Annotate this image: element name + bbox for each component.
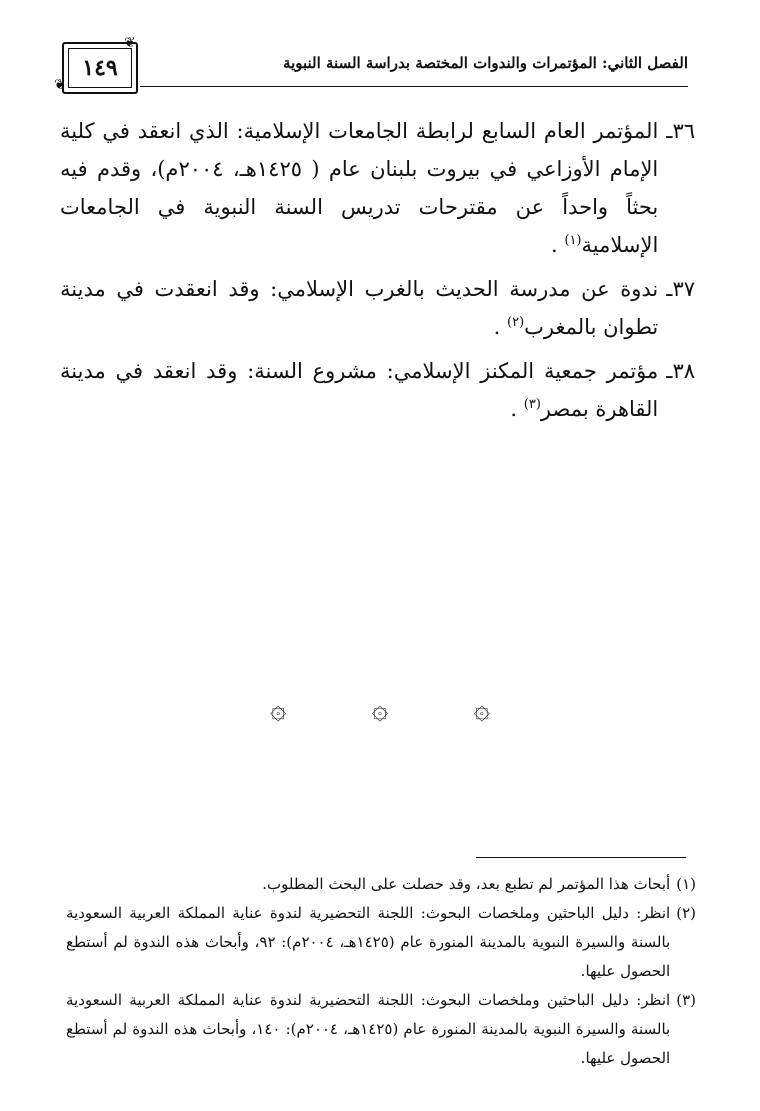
list-item xyxy=(60,270,695,346)
footnote-text: انظر: دليل الباحثين وملخصات البحوث: اللجنة التحضيرية لندوة عناية المملكة العربية السعودية بالسنة والسيرة النبوية بالمدينة المنورة عام (١٤٢٥هـ، ٢٠٠٤م): ٩٢، وأبحاث هذه الندوة لم أستطع الحصول عليها. xyxy=(66,904,671,980)
footnote-mark: (٢) xyxy=(676,904,696,922)
list-item xyxy=(60,112,695,264)
star-ornament-icon: ۞ xyxy=(473,692,490,725)
footnote xyxy=(66,870,696,899)
page-number: ١٤٩ xyxy=(68,48,132,88)
footnote-text: أبحاث هذا المؤتمر لم تطبع بعد، وقد حصلت على البحث المطلوب. xyxy=(262,875,671,893)
entry-number: ٣٧ـ xyxy=(666,277,695,301)
footnote-ref: (٢) xyxy=(507,315,525,330)
header-rule xyxy=(140,86,688,87)
corner-ornament-icon: ❦ xyxy=(124,35,136,51)
entry-number: ٣٨ـ xyxy=(666,359,695,383)
entry-text: ندوة عن مدرسة الحديث بالغرب الإسلامي: وقد انعقدت في مدينة تطوان بالمغرب$^{(٢)}$ . xyxy=(60,277,659,339)
footnote-ref: (١) xyxy=(564,233,582,248)
entry-text: مؤتمر جمعية المكنز الإسلامي: مشروع السنة: وقد انعقد في مدينة القاهرة بمصر$^{(٣)}$ . xyxy=(60,359,659,421)
running-title: الفصل الثاني: المؤتمرات والندوات المختصة بدراسة السنة النبوية xyxy=(283,54,688,72)
entry-text: المؤتمر العام السابع لرابطة الجامعات الإسلامية: الذي انعقد في كلية الإمام الأوزاعي في بيروت بلبنان عام ( ١٤٢٥هـ، ٢٠٠٤م)، وقدم فيه بحثاً واحداً عن مقترحات تدريس السنة النبوية في الجامعات الإسلامية$^{(١)}$ . xyxy=(60,119,659,257)
footnote xyxy=(66,986,696,1073)
star-ornament-icon: ۞ xyxy=(371,692,389,725)
star-ornament-icon: ۞ xyxy=(270,692,287,725)
footnote-divider xyxy=(476,857,686,858)
footnote xyxy=(66,899,696,986)
entry-list xyxy=(60,112,695,434)
footnote-mark: (٣) xyxy=(676,991,696,1009)
footnote-ref: (٣) xyxy=(523,397,541,412)
footnotes xyxy=(66,870,696,1073)
corner-ornament-icon: ❦ xyxy=(54,77,66,93)
section-separator xyxy=(270,692,490,725)
entry-number: ٣٦ـ xyxy=(666,119,695,143)
list-item xyxy=(60,352,695,428)
footnote-mark: (١) xyxy=(676,875,696,893)
footnote-text: انظر: دليل الباحثين وملخصات البحوث: اللجنة التحضيرية لندوة عناية المملكة العربية السعودية بالسنة والسيرة النبوية بالمدينة المنورة عام (١٤٢٥هـ، ٢٠٠٤م): ١٤٠، وأبحاث هذه الندوة لم أستطع الحصول عليها. xyxy=(66,991,671,1067)
